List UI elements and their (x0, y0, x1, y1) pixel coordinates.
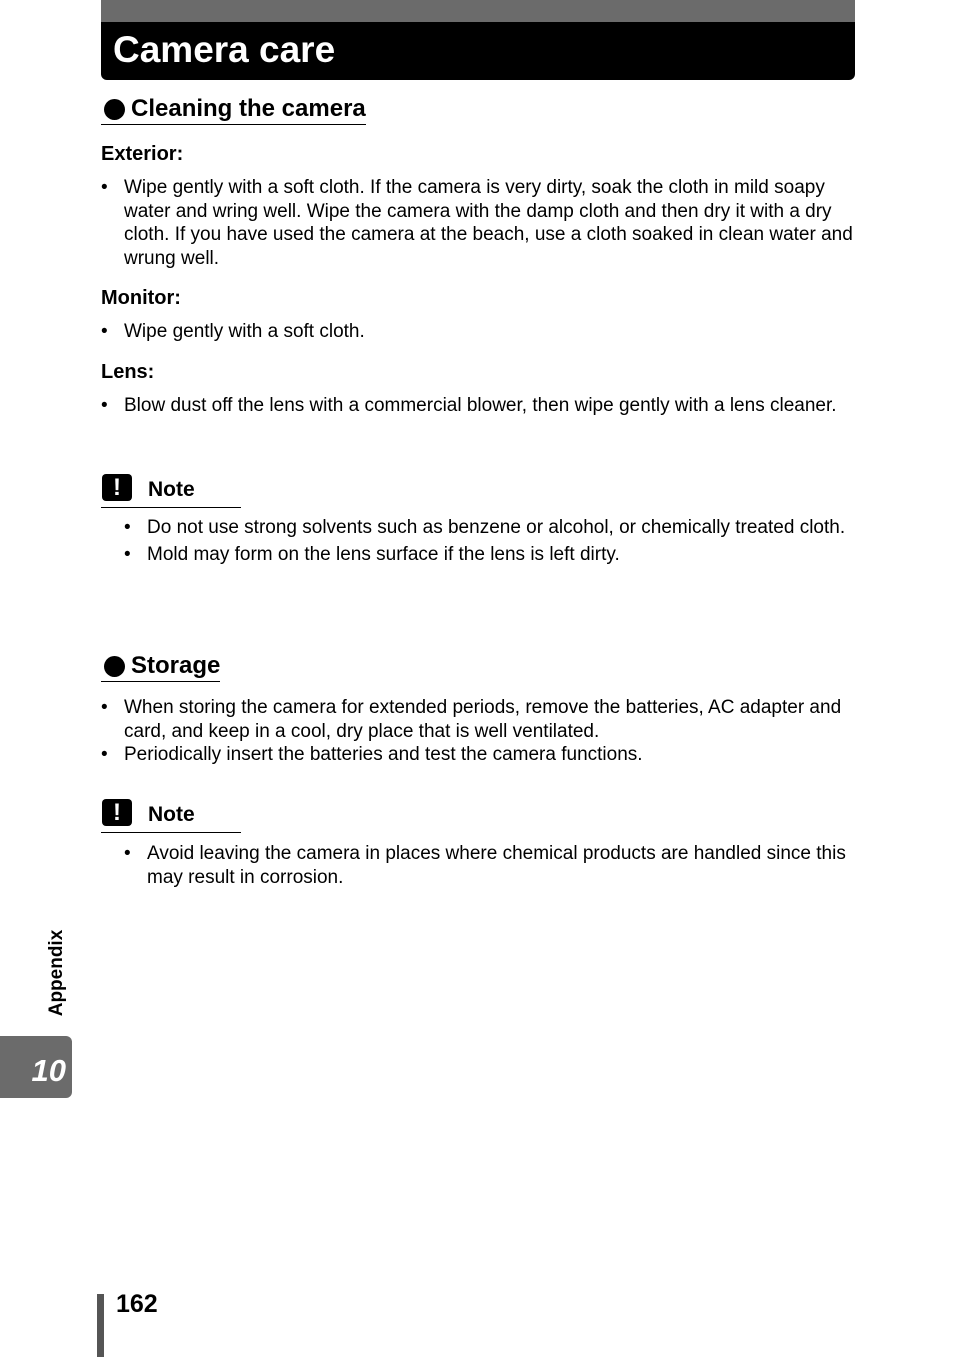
subheading-exterior: Exterior: (101, 143, 184, 165)
list-item-text: Avoid leaving the camera in places where chemical products are handled since this may result in corrosion. (147, 843, 846, 888)
side-section-label (36, 920, 78, 1026)
list-item-text: Mold may form on the lens surface if the lens is left dirty. (147, 543, 620, 565)
bullet: • (101, 395, 108, 416)
exclamation-icon: ! (102, 799, 132, 826)
filled-circle-icon (104, 99, 125, 120)
filled-circle-icon (104, 656, 125, 677)
page-number-bar (97, 1294, 104, 1357)
note-label: Note (148, 478, 195, 501)
list-item-text: Wipe gently with a soft cloth. (124, 321, 365, 342)
exclamation-icon: ! (102, 474, 132, 501)
chapter-number: 10 (31, 1053, 66, 1088)
storage-list (101, 696, 853, 767)
monitor-list (101, 320, 853, 344)
section-heading-text: Storage (131, 652, 221, 679)
bullet: • (101, 321, 108, 342)
note-list (124, 516, 854, 566)
bullet: • (101, 697, 108, 718)
section-heading-storage (101, 652, 220, 682)
list-item-text: When storing the camera for extended periods, remove the batteries, AC adapter and card, and keep in a cool, dry place that is well ventilated. (124, 697, 842, 742)
bullet: • (124, 543, 131, 565)
list-item (124, 842, 854, 889)
note-heading (101, 799, 241, 833)
list-item (101, 320, 853, 344)
list-item (124, 543, 854, 567)
section-heading-text: Cleaning the camera (131, 95, 366, 122)
list-item (101, 696, 853, 743)
exterior-list (101, 176, 853, 270)
note-list (124, 842, 854, 889)
subheading-lens: Lens: (101, 361, 155, 383)
side-section-label-text: Appendix (46, 929, 67, 1017)
list-item-text: Periodically insert the batteries and test the camera functions. (124, 744, 643, 765)
bullet: • (124, 843, 131, 864)
subheading-monitor: Monitor: (101, 287, 181, 309)
list-item-text: Do not use strong solvents such as benzene or alcohol, or chemically treated cloth. (147, 517, 846, 538)
chapter-tab (0, 1036, 72, 1098)
list-item (101, 176, 853, 270)
bullet: • (101, 744, 108, 765)
list-item (124, 516, 854, 540)
lens-list (101, 394, 853, 418)
bullet: • (124, 517, 131, 538)
page-title: Camera care (113, 29, 336, 70)
section-heading-cleaning (101, 95, 366, 125)
list-item-text: Blow dust off the lens with a commercial blower, then wipe gently with a lens cleaner. (124, 395, 837, 416)
bullet: • (101, 177, 108, 198)
note-label: Note (148, 803, 195, 826)
title-strip (101, 0, 855, 22)
list-item (101, 394, 853, 418)
title-bar (101, 0, 855, 80)
page-number: 162 (116, 1290, 158, 1318)
list-item-text: Wipe gently with a soft cloth. If the camera is very dirty, soak the cloth in mild soapy water and wring well. Wipe the camera with the damp cloth and then dry it with a dry cloth. If you have used the camera at the beach, use a cloth soaked in clean water and wrung well. (124, 177, 853, 269)
note-heading (101, 474, 241, 508)
list-item (101, 743, 853, 767)
